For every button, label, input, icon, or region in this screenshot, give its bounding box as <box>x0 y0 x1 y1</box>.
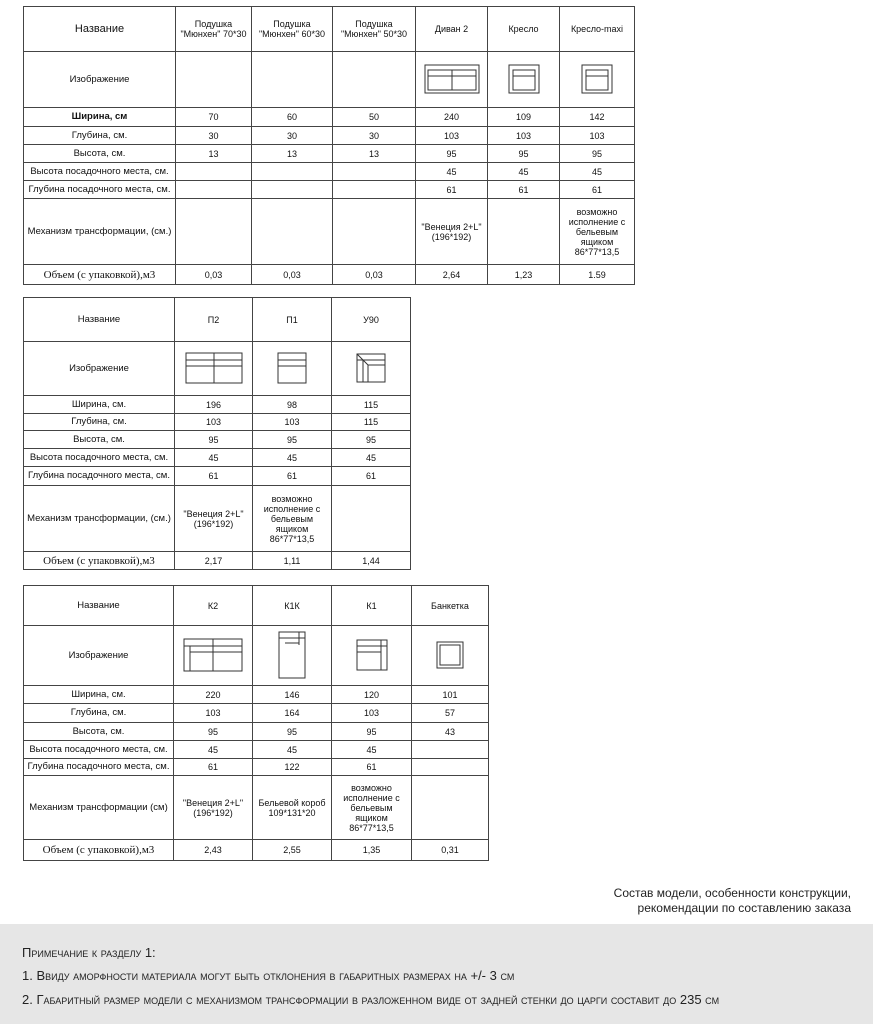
cell-name: Подушка "Мюнхен" 60*30 <box>252 7 333 52</box>
cell-volume: 0,03 <box>176 265 252 285</box>
cell-volume: 2,17 <box>175 552 253 570</box>
cell-seat-height: 45 <box>416 163 488 181</box>
row-label-height: Высота, см. <box>24 723 174 741</box>
cell-width: 101 <box>412 686 489 704</box>
two-seat-module-icon <box>185 352 243 384</box>
note-item: 1. Ввиду аморфности материала могут быть отклонения в габаритных размерах на +/- 3 см <box>22 968 515 983</box>
cell-height: 95 <box>253 431 332 449</box>
banquette-icon <box>436 641 464 669</box>
cell-mechanism: Бельевой короб 109*131*20 <box>253 776 332 840</box>
table-row <box>24 108 635 127</box>
cell-volume: 1.59 <box>560 265 635 285</box>
cell-image <box>253 626 332 686</box>
table-row <box>24 626 489 686</box>
cell-image <box>412 626 489 686</box>
row-label-mechanism: Механизм трансформации, (см.) <box>24 486 175 552</box>
table-row <box>24 342 411 396</box>
cell-mechanism <box>252 199 333 265</box>
cell-depth: 103 <box>488 127 560 145</box>
cell-seat-depth: 61 <box>560 181 635 199</box>
cell-image <box>332 626 412 686</box>
row-label-width: Ширина, см. <box>24 396 175 414</box>
row-label-image: Изображение <box>24 52 176 108</box>
row-label-image: Изображение <box>24 626 174 686</box>
cell-mechanism <box>488 199 560 265</box>
cell-image <box>488 52 560 108</box>
row-label-seat-depth: Глубина посадочного места, см. <box>24 759 174 776</box>
cell-image <box>332 342 411 396</box>
cell-seat-depth <box>333 181 416 199</box>
cell-seat-depth: 61 <box>174 759 253 776</box>
table-row <box>24 723 489 741</box>
note-item: 2. Габаритный размер модели с механизмом трансформации в разложенном виде от задней стенки до царги составит до 235 см <box>22 992 720 1007</box>
cell-seat-depth <box>176 181 252 199</box>
cell-height: 43 <box>412 723 489 741</box>
cell-seat-height: 45 <box>488 163 560 181</box>
table-row <box>24 431 411 449</box>
cell-mechanism <box>333 199 416 265</box>
cell-name: К1 <box>332 586 412 626</box>
row-label-name: Название <box>24 7 176 52</box>
table-row <box>24 127 635 145</box>
cell-seat-height <box>333 163 416 181</box>
row-label-seat-depth: Глубина посадочного места, см. <box>24 467 175 486</box>
caption-line: рекомендации по составлению заказа <box>637 901 851 915</box>
cell-width: 142 <box>560 108 635 127</box>
chaise-module-icon <box>278 631 306 679</box>
table-row <box>24 145 635 163</box>
cell-width: 120 <box>332 686 412 704</box>
cell-name: К1К <box>253 586 332 626</box>
row-label-volume: Объем (с упаковкой),м3 <box>24 552 175 570</box>
cell-width: 70 <box>176 108 252 127</box>
cell-seat-height: 45 <box>253 741 332 759</box>
row-label-seat-height: Высота посадочного места, см. <box>24 163 176 181</box>
row-label-seat-depth: Глубина посадочного места, см. <box>24 181 176 199</box>
row-label-image: Изображение <box>24 342 175 396</box>
armchair-icon <box>508 64 540 94</box>
cell-mechanism <box>412 776 489 840</box>
row-label-name: Название <box>24 586 174 626</box>
cell-depth: 103 <box>174 704 253 723</box>
cell-width: 109 <box>488 108 560 127</box>
cell-seat-depth: 61 <box>175 467 253 486</box>
end-two-seat-module-icon <box>183 638 243 672</box>
cell-seat-height: 45 <box>332 449 411 467</box>
cell-height: 95 <box>175 431 253 449</box>
cell-seat-height <box>176 163 252 181</box>
cell-volume: 1,11 <box>253 552 332 570</box>
cell-volume: 1,44 <box>332 552 411 570</box>
cell-volume: 2,43 <box>174 840 253 861</box>
cell-name: Диван 2 <box>416 7 488 52</box>
cell-image <box>253 342 332 396</box>
spec-table-3 <box>23 585 489 861</box>
cell-depth: 103 <box>175 414 253 431</box>
cell-height: 95 <box>253 723 332 741</box>
row-label-volume: Объем (с упаковкой),м3 <box>24 265 176 285</box>
cell-depth: 103 <box>416 127 488 145</box>
cell-name: П2 <box>175 298 253 342</box>
row-label-height: Высота, см. <box>24 145 176 163</box>
cell-mechanism: возможно исполнение с бельевым ящиком 86*77*13,5 <box>332 776 412 840</box>
table-row <box>24 449 411 467</box>
cell-name: К2 <box>174 586 253 626</box>
cell-seat-depth: 61 <box>253 467 332 486</box>
cell-seat-height: 45 <box>253 449 332 467</box>
cell-width: 196 <box>175 396 253 414</box>
table-row <box>24 776 489 840</box>
spec-table-2 <box>23 297 411 570</box>
table-row <box>24 7 635 52</box>
table-row <box>24 52 635 108</box>
table-row <box>24 704 489 723</box>
cell-depth: 57 <box>412 704 489 723</box>
cell-depth: 30 <box>252 127 333 145</box>
cell-image <box>333 52 416 108</box>
cell-mechanism: "Венеция 2+L" (196*192) <box>416 199 488 265</box>
corner-module-icon <box>356 353 386 383</box>
notes-panel <box>0 924 873 1024</box>
sofa-icon <box>424 64 480 94</box>
row-label-width: Ширина, см <box>24 108 176 127</box>
table-row <box>24 163 635 181</box>
table-row <box>24 181 635 199</box>
table-row <box>24 467 411 486</box>
cell-seat-depth: 61 <box>332 467 411 486</box>
table-row <box>24 486 411 552</box>
spec-table-1 <box>23 6 635 285</box>
cell-seat-height: 45 <box>175 449 253 467</box>
cell-image <box>252 52 333 108</box>
cell-volume: 1,35 <box>332 840 412 861</box>
table-row <box>24 552 411 570</box>
cell-seat-depth <box>252 181 333 199</box>
cell-height: 95 <box>560 145 635 163</box>
row-label-depth: Глубина, см. <box>24 704 174 723</box>
cell-name: Кресло <box>488 7 560 52</box>
table-row <box>24 686 489 704</box>
row-label-depth: Глубина, см. <box>24 414 175 431</box>
cell-height: 95 <box>332 723 412 741</box>
cell-seat-depth: 61 <box>332 759 412 776</box>
end-single-module-icon <box>356 639 388 671</box>
cell-height: 95 <box>416 145 488 163</box>
cell-volume: 1,23 <box>488 265 560 285</box>
cell-image <box>176 52 252 108</box>
table-row <box>24 298 411 342</box>
cell-width: 115 <box>332 396 411 414</box>
cell-mechanism: возможно исполнение с бельевым ящиком 86*77*13,5 <box>560 199 635 265</box>
cell-height: 13 <box>252 145 333 163</box>
cell-seat-height <box>252 163 333 181</box>
cell-height: 95 <box>174 723 253 741</box>
cell-mechanism <box>176 199 252 265</box>
cell-depth: 103 <box>332 704 412 723</box>
row-label-depth: Глубина, см. <box>24 127 176 145</box>
caption-line: Состав модели, особенности конструкции, <box>613 886 851 900</box>
cell-name: Подушка "Мюнхен" 70*30 <box>176 7 252 52</box>
section-caption <box>614 886 851 916</box>
cell-mechanism: возможно исполнение с бельевым ящиком 86*77*13,5 <box>253 486 332 552</box>
cell-volume: 0,03 <box>252 265 333 285</box>
cell-image <box>560 52 635 108</box>
cell-mechanism <box>332 486 411 552</box>
cell-seat-depth: 61 <box>488 181 560 199</box>
cell-name: У90 <box>332 298 411 342</box>
cell-depth: 164 <box>253 704 332 723</box>
row-label-width: Ширина, см. <box>24 686 174 704</box>
row-label-volume: Объем (с упаковкой),м3 <box>24 840 174 861</box>
table-row <box>24 414 411 431</box>
cell-name: П1 <box>253 298 332 342</box>
cell-seat-height <box>412 741 489 759</box>
cell-mechanism: "Венеция 2+L" (196*192) <box>174 776 253 840</box>
cell-width: 240 <box>416 108 488 127</box>
cell-width: 220 <box>174 686 253 704</box>
cell-seat-height: 45 <box>174 741 253 759</box>
cell-width: 98 <box>253 396 332 414</box>
cell-seat-depth: 122 <box>253 759 332 776</box>
armchair-icon <box>581 64 613 94</box>
cell-width: 146 <box>253 686 332 704</box>
cell-seat-depth: 61 <box>416 181 488 199</box>
row-label-name: Название <box>24 298 175 342</box>
table-row <box>24 759 489 776</box>
row-label-seat-height: Высота посадочного места, см. <box>24 449 175 467</box>
single-module-icon <box>277 352 307 384</box>
table-row <box>24 396 411 414</box>
row-label-height: Высота, см. <box>24 431 175 449</box>
table-row <box>24 199 635 265</box>
cell-depth: 30 <box>333 127 416 145</box>
cell-seat-height: 45 <box>560 163 635 181</box>
cell-volume: 2,64 <box>416 265 488 285</box>
table-row <box>24 265 635 285</box>
cell-width: 60 <box>252 108 333 127</box>
cell-image <box>174 626 253 686</box>
cell-height: 95 <box>332 431 411 449</box>
cell-image <box>416 52 488 108</box>
table-row <box>24 586 489 626</box>
row-label-mechanism: Механизм трансформации (см) <box>24 776 174 840</box>
row-label-seat-height: Высота посадочного места, см. <box>24 741 174 759</box>
cell-height: 95 <box>488 145 560 163</box>
cell-volume: 0,31 <box>412 840 489 861</box>
cell-depth: 103 <box>253 414 332 431</box>
cell-height: 13 <box>176 145 252 163</box>
cell-image <box>175 342 253 396</box>
cell-name: Банкетка <box>412 586 489 626</box>
cell-depth: 115 <box>332 414 411 431</box>
cell-name: Подушка "Мюнхен" 50*30 <box>333 7 416 52</box>
cell-depth: 103 <box>560 127 635 145</box>
cell-depth: 30 <box>176 127 252 145</box>
cell-width: 50 <box>333 108 416 127</box>
row-label-mechanism: Механизм трансформации, (см.) <box>24 199 176 265</box>
cell-volume: 2,55 <box>253 840 332 861</box>
cell-height: 13 <box>333 145 416 163</box>
table-row <box>24 840 489 861</box>
cell-volume: 0,03 <box>333 265 416 285</box>
cell-mechanism: "Венеция 2+L" (196*192) <box>175 486 253 552</box>
notes-title: Примечание к разделу 1: <box>22 945 156 960</box>
cell-seat-depth <box>412 759 489 776</box>
cell-seat-height: 45 <box>332 741 412 759</box>
table-row <box>24 741 489 759</box>
cell-name: Кресло-maxi <box>560 7 635 52</box>
